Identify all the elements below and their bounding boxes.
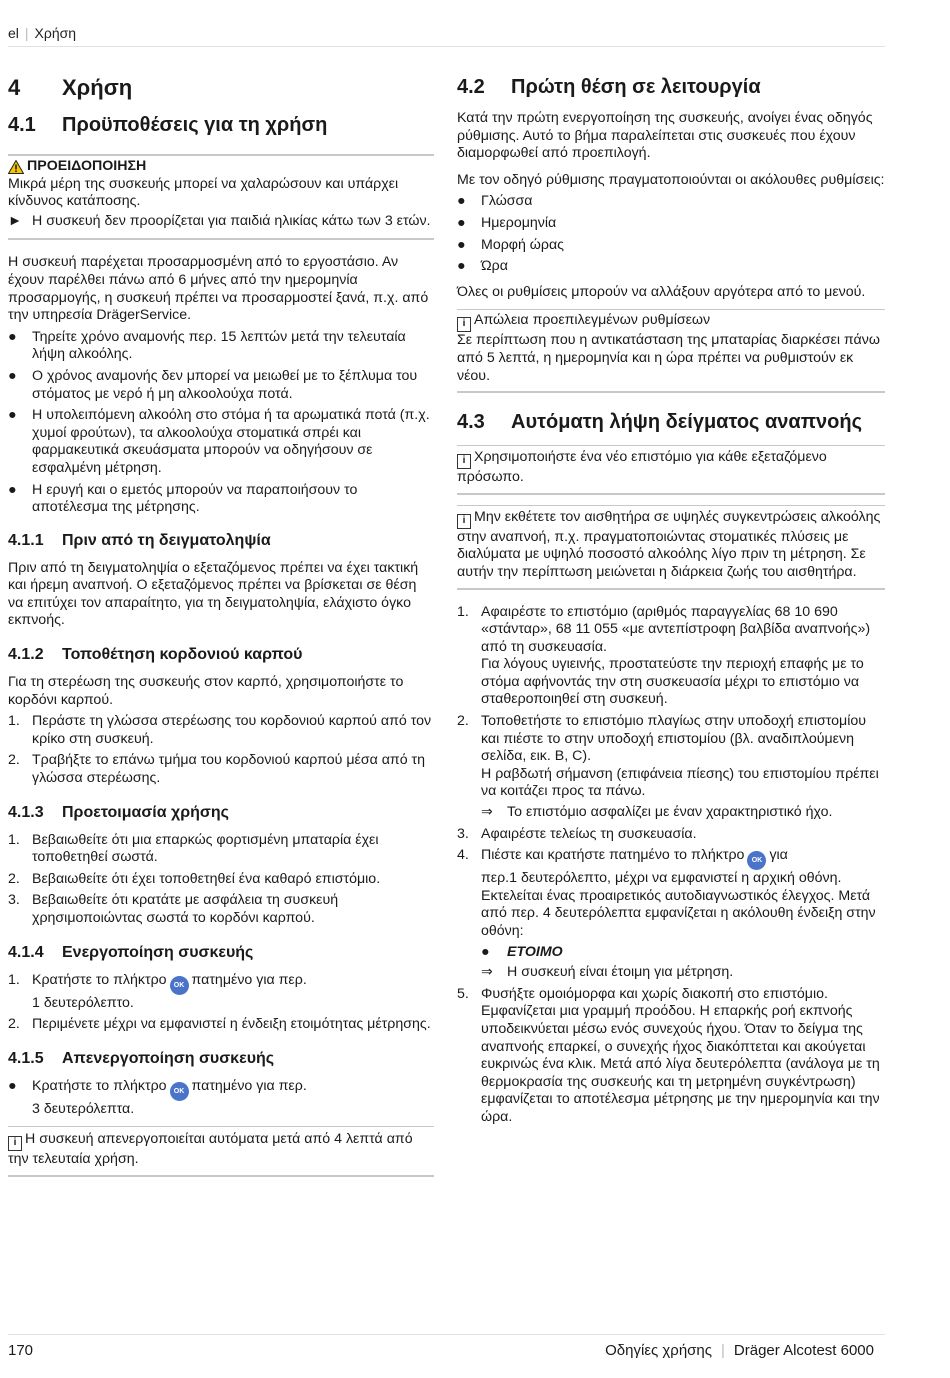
footer-divider [8,1334,885,1335]
warning-icon [8,160,24,174]
list-item: 3. Βεβαιωθείτε ότι κρατάτε με ασφάλεια τη συσκευή χρησιμοποιώντας σωστά το κορδόνι καρπού. [8,892,339,926]
list-item: 1. Βεβαιωθείτε ότι μια επαρκώς φορτισμένη μπαταρία έχει τοποθετηθεί σωστά. [8,831,379,866]
info-icon: i [8,1136,22,1151]
info-top-rule [8,1126,434,1127]
left-column [8,72,434,1177]
info-top-rule [457,505,885,506]
section-4-3-heading: 4.3 Αυτόματη λήψη δείγματος αναπνοής [457,411,862,434]
info-icon: i [457,454,471,469]
ok-button-icon: OK [170,976,189,995]
list-item: ● Γλώσσα [457,193,533,210]
warning-title: ΠΡΟΕΙΔΟΠΟΙΗΣΗ [27,158,147,174]
info-top-rule [457,309,885,310]
implies-arrow-icon: ⇒ [481,804,493,821]
list-item: 2. Περιμένετε μέχρι να εμφανιστεί η ένδειξη ετοιμότητας μέτρησης. [8,1016,431,1033]
info-note: i Απώλεια προεπιλεγμένων ρυθμίσεων Σε περίπτωση που η αντικατάσταση της μπαταρίας διαρκέσει πάνω από 5 λεπτά, η ημερομηνία και η ώρα πρέπει να ρυθμιστούν εκ νέου. [457,312,880,384]
page-footer: Οδηγίες χρήσης | Dräger Alcotest 6000 [605,1342,874,1359]
warning-block [8,158,434,230]
list-item: 5. Φυσήξτε ομοιόμορφα και χωρίς διακοπή στο επιστόμιο. Εμφανίζεται μια γραμμή προόδου. Η επαρκής ροή εκπνοής υποδεικνύεται μέσω ενός συνεχούς ήχου. Όταν το δείγμα της αναπνοής επαρκεί, ο συνεχής ήχος διακόπτεται και ακούγεται ευκρινώς ένα κλικ. Μετά από λίγα δευτερόλεπτα (ανάλογα με τη θερμοκρασία της συσκευής και τη μετρημένη συγκέντρωση) εμφανίζεται το αποτέλεσμα μέτρησης με την ημερομηνία και την ώρα. [457,985,880,1125]
ok-button-icon: OK [747,851,766,870]
footer-doc-title: Οδηγίες χρήσης [605,1342,712,1359]
ok-button-icon: OK [170,1082,189,1101]
section-4-1-2-heading: 4.1.2 Τοποθέτηση κορδονιού καρπού [8,646,303,664]
section-4-1-3-heading: 4.1.3 Προετοιμασία χρήσης [8,803,229,821]
intro-paragraph: Η συσκευή παρέχεται προσαρμοσμένη από το εργοστάσιο. Αν έχουν παρέλθει πάνω από 6 μήνες από την ημερομηνία προσαρμογής, η συσκευή πρέπει να προσαρμοστεί ξανά, π.χ. από την υπηρεσία DrägerService. [8,254,429,324]
list-item: 2. Τοποθετήστε το επιστόμιο πλαγίως στην υποδοχή επιστομίου και πιέστε το στην υποδοχή επιστομίου (βλ. αναδιπλούμενη σελίδα, εικ. B, C). Η ραβδωτή σήμανση (επιφάνεια πίεσης) του επιστομίου πρέπει να κοιτάζει προς τα πάνω. [457,713,879,800]
section-4-2-p3: Όλες οι ρυθμίσεις μπορούν να αλλάξουν αργότερα από το μενού. [457,283,866,300]
list-item: ● Τηρείτε χρόνο αναμονής περ. 15 λεπτών μετά την τελευταία λήψη αλκοόλης. [8,328,406,363]
arrow-right-icon: ► [8,212,23,229]
list-item: 4. Πιέστε και κρατήστε πατημένο το πλήκτρο OK για περ.1 δευτερόλεπτο, μέχρι να εμφανιστεί η αρχική οθόνη. Εκτελείται ένας προαιρετικός αυτοδιαγνωστικός έλεγχος. Μετά από περ. 4 δευτερόλεπτα εμφανίζεται η ακόλουθη ένδειξη στην οθόνη: [457,847,876,939]
section-4-2-heading: 4.2 Πρώτη θέση σε λειτουργία [457,76,761,98]
footer-product: Dräger Alcotest 6000 [733,1342,874,1359]
display-indication: ● ΕΤΟΙΜΟ [481,943,563,960]
list-item: 1. Αφαιρέστε το επιστόμιο (αριθμός παραγγελίας 68 10 690 «στάνταρ», 68 11 055 «με αντεπίστροφη βαλβίδα αναπνοής») από τη συσκευασία. Για λόγους υγιεινής, προστατεύστε την περιοχή επαφής με το στόμα αφήνοντάς την στη συσκευασία μέχρι το επιστόμιο να σταθεροποιηθεί στη συσκευή. [457,603,871,708]
section-4-2-p2: Με τον οδηγό ρύθμισης πραγματοποιούνται οι ακόλουθες ρυθμίσεις: [457,171,885,188]
section-4-1-1-heading: 4.1.1 Πριν από τη δειγματοληψία [8,531,271,549]
list-item: ● Μορφή ώρας [457,236,564,253]
list-item: ● Η υπολειπόμενη αλκοόλη στο στόμα ή τα αρωματικά ποτά (π.χ. χυμοί φρούτων), τα αλκοολούχα στοματικά σπρέι και φαρμακευτικά σκευάσματα μπορούν να οδηγήσουν σε εσφαλμένη μέτρηση. [8,407,430,476]
warning-bottom-rule [8,238,434,240]
section-4-1-5-heading: 4.1.5 Απενεργοποίηση συσκευής [8,1049,275,1067]
info-icon: i [457,514,471,529]
section-4-1-4-heading: 4.1.4 Ενεργοποίηση συσκευής [8,943,254,961]
info-bottom-rule [457,588,885,590]
chapter-heading: 4 Χρήση [8,75,133,100]
header-section: Χρήση [34,25,77,41]
section-4-2-p1: Κατά την πρώτη ενεργοποίηση της συσκευής, ανοίγει ένας οδηγός ρύθμισης. Αυτό το βήμα παραλείπεται στις συσκευές που έχουν διαμορφωθεί από προεπιλογή. [457,110,873,162]
precaution-list [8,329,434,517]
list-item: ● Ώρα [457,258,508,275]
warning-action: ► Η συσκευή δεν προορίζεται για παιδιά ηλικίας κάτω των 3 ετών. [8,212,431,229]
list-item: 2. Τραβήξτε το επάνω τμήμα του κορδονιού καρπού μέσα από τη γλώσσα στερέωσης. [8,752,426,787]
settings-list [457,193,885,275]
section-4-1-2-text: Για τη στερέωση της συσκευής στον καρπό, χρησιμοποιήστε το κορδόνι καρπού. [8,674,404,708]
list-item: ● Κρατήστε το πλήκτρο OK πατημένο για περ. 3 δευτερόλεπτα. [8,1077,307,1117]
section-4-1-heading: 4.1 Προϋποθέσεις για τη χρήση [8,114,328,136]
list-item: 1. Περάστε τη γλώσσα στερέωσης του κορδονιού καρπού από τον κρίκο στη συσκευή. [8,713,432,747]
info-top-rule [457,445,885,446]
info-note: i Η συσκευή απενεργοποιείται αυτόματα μετά από 4 λεπτά από την τελευταία χρήση. [8,1131,413,1168]
list-item: 3. Αφαιρέστε τελείως τη συσκευασία. [457,825,697,842]
implies-arrow-icon: ⇒ [481,964,493,981]
info-bottom-rule [457,493,885,495]
info-note: i Μην εκθέτετε τον αισθητήρα σε υψηλές συγκεντρώσεις αλκοόλης στην αναπνοή, π.χ. πραγματοποιώντας στοματικές πλύσεις με διαλύματα με υψηλό ποσοστό αλκοόλης λίγο πριν τη μέτρηση. Σε αυτήν την περίπτωση μειώνεται η διάρκεια ζωής του αισθητήρα. [457,508,881,580]
right-column [457,72,885,1127]
result-item: ⇒ Το επιστόμιο ασφαλίζει με έναν χαρακτηριστικό ήχο. [481,804,833,821]
warning-text: Μικρά μέρη της συσκευής μπορεί να χαλαρώσουν και υπάρχει κίνδυνος κατάποσης. [8,175,399,210]
list-item: ● Ημερομηνία [457,214,557,231]
warning-top-rule [8,154,434,156]
header-divider [8,46,885,47]
result-item: ⇒ Η συσκευή είναι έτοιμη για μέτρηση. [481,964,734,981]
info-bottom-rule [8,1175,434,1177]
section-4-1-1-text: Πριν από τη δειγματοληψία ο εξεταζόμενος πρέπει να έχει τακτική και ήρεμη αναπνοή. Ο εξεταζόμενος πρέπει να βρίσκεται σε θέση να επιτύχει τον απαραίτητο, για τη δειγματοληψία, ελάχιστο όγκο εκπνοής. [8,559,419,629]
page-header: el | Χρήση [8,25,77,41]
list-item: ● Η ερυγή και ο εμετός μπορούν να παραποιήσουν το αποτέλεσμα της μέτρησης. [8,481,358,516]
language-code: el [8,25,19,41]
page-number: 170 [8,1342,34,1359]
list-item: ● Ο χρόνος αναμονής δεν μπορεί να μειωθεί με το ξέπλυμα του στόματος με νερό ή μη αλκοολούχα ποτά. [8,367,418,402]
info-icon: i [457,317,471,332]
list-item: 1. Κρατήστε το πλήκτρο OK πατημένο για περ. 1 δευτερόλεπτο. [8,971,307,1011]
list-item: 2. Βεβαιωθείτε ότι έχει τοποθετηθεί ένα καθαρό επιστόμιο. [8,870,381,887]
info-note: i Χρησιμοποιήστε ένα νέο επιστόμιο για κάθε εξεταζόμενο πρόσωπο. [457,449,827,486]
info-bottom-rule [457,391,885,393]
